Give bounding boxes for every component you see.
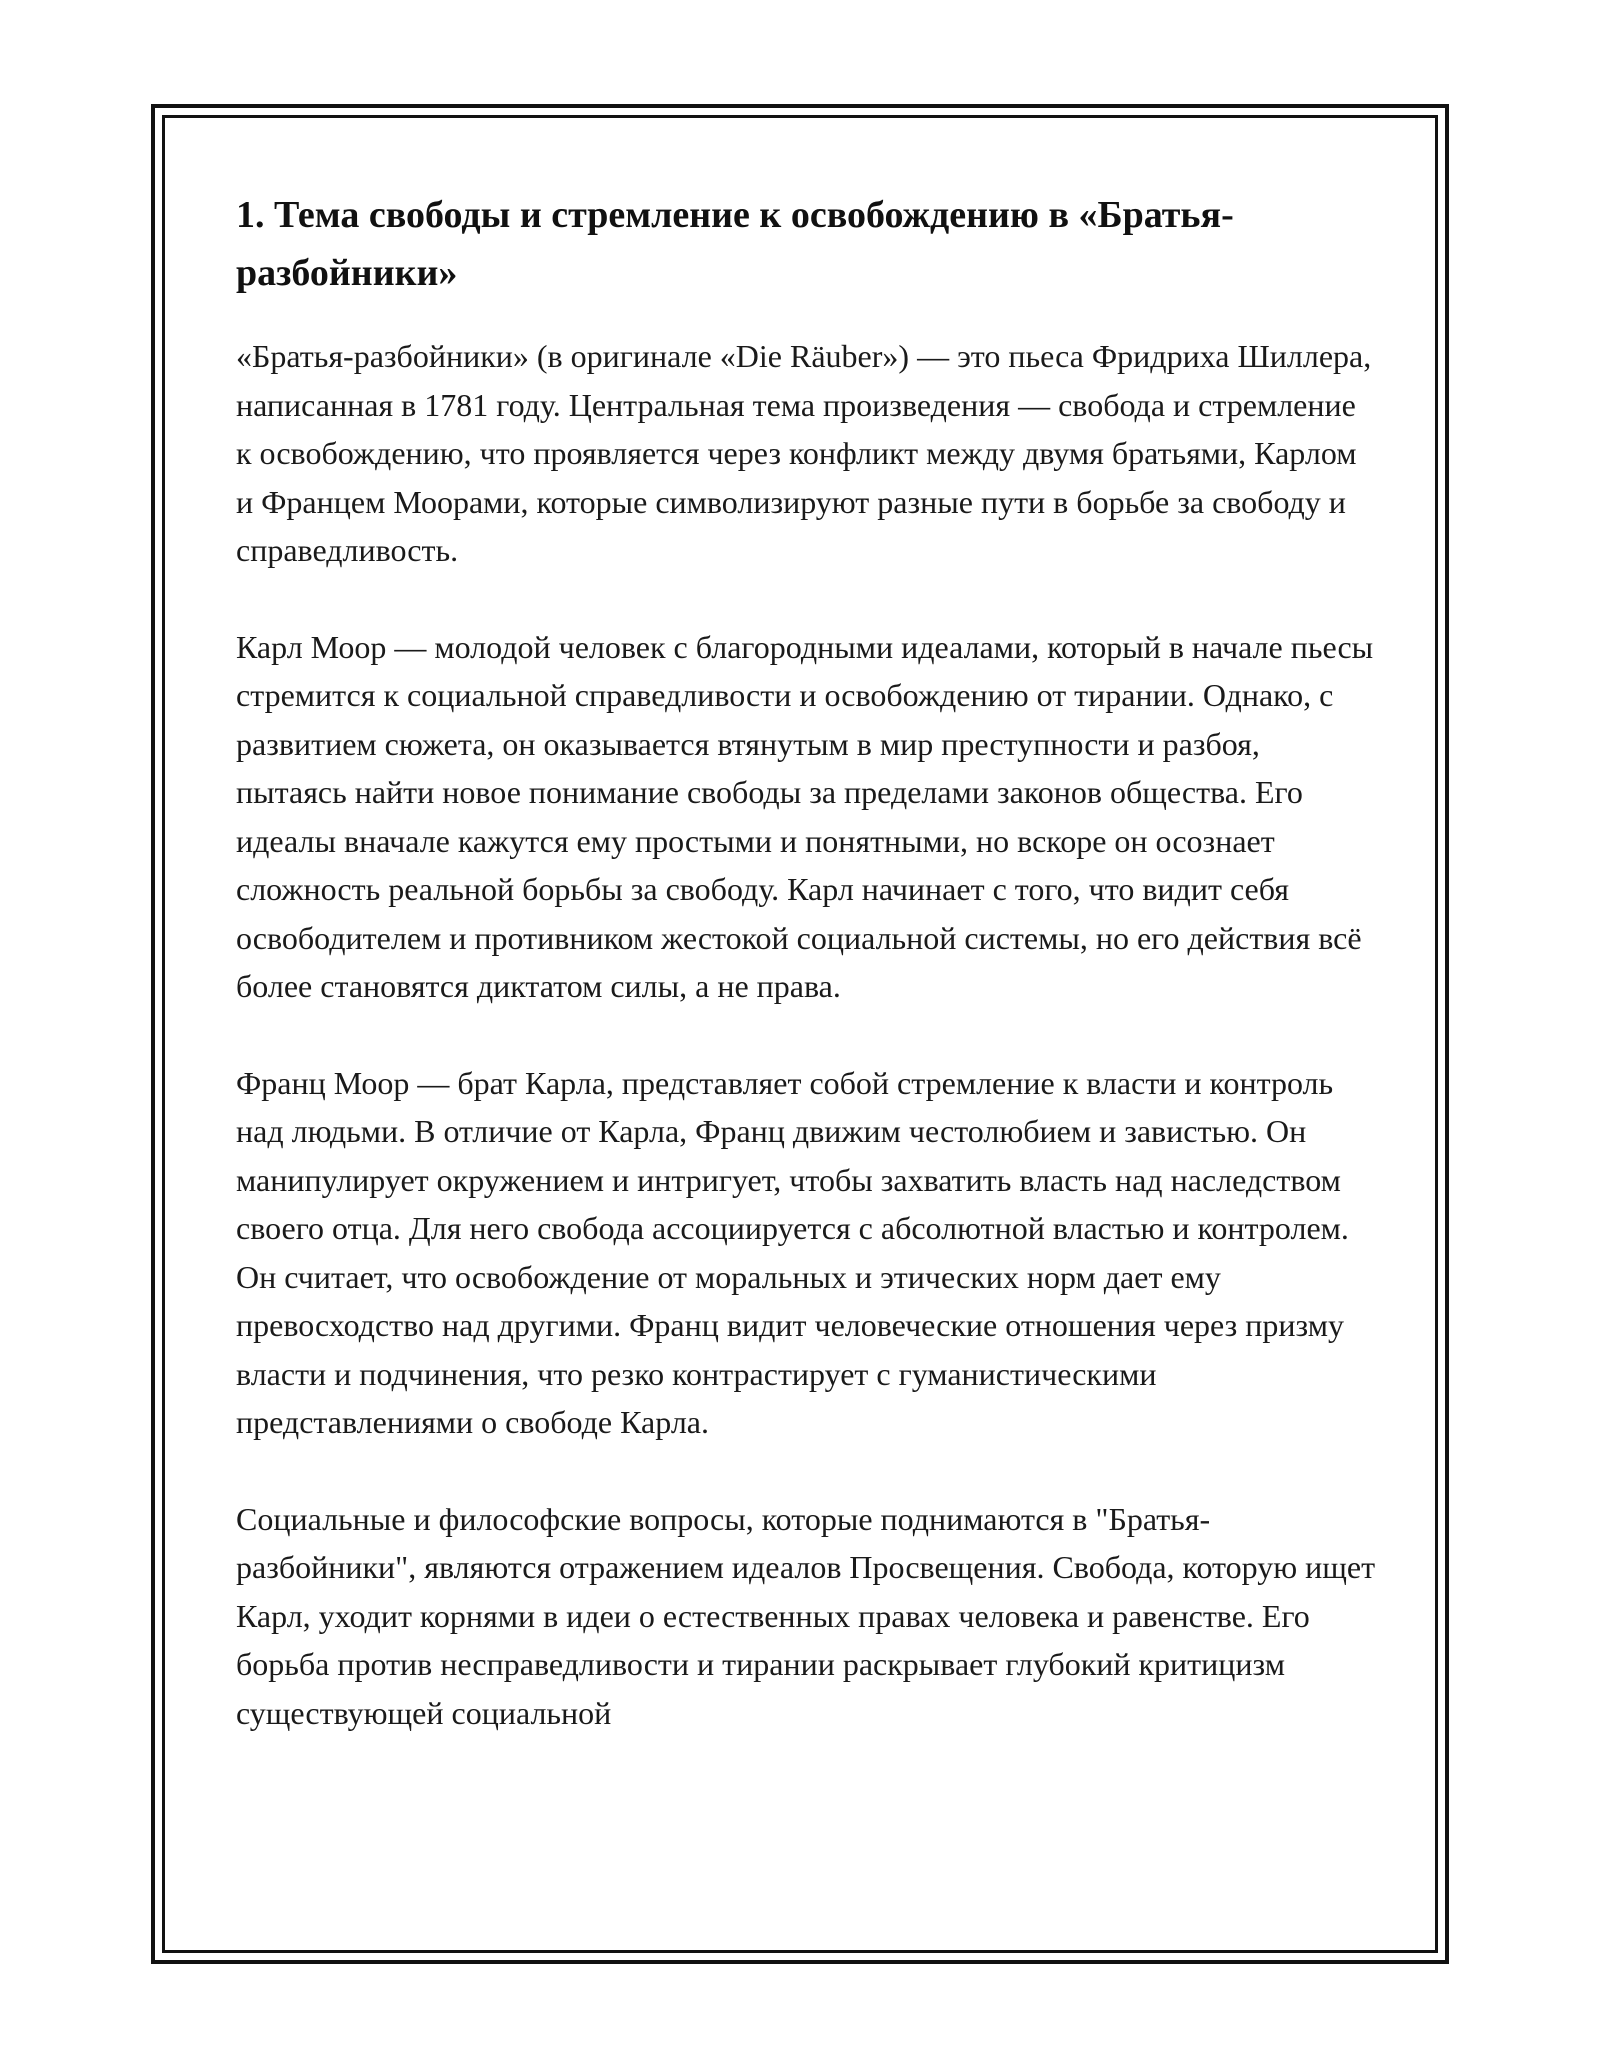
document-body bbox=[236, 186, 1376, 1737]
paragraph-intro: «Братья-разбойники» (в оригинале «Die Räuber») — это пьеса Фридриха Шиллера, написанная в 1781 году. Центральная тема произведения — свобода и стремление к освобождению, что проявляется через конфликт между двумя братьями, Карлом и Францем Моорами, которые символизируют разные пути в борьбе за свободу и справедливость. bbox=[236, 338, 1372, 568]
section-heading: 1. Тема свободы и стремление к освобождению в «Братья-разбойники» bbox=[236, 194, 1234, 294]
paragraph-franz: Франц Моор — брат Карла, представляет собой стремление к власти и контроль над людьми. В отличие от Карла, Франц движим честолюбием и завистью. Он манипулирует окружением и интригует, чтобы захватить власть над наследством своего отца. Для него свобода ассоциируется с абсолютной властью и контролем. Он считает, что освобождение от моральных и этических норм дает ему превосходство над другими. Франц видит человеческие отношения через призму власти и подчинения, что резко контрастирует с гуманистическими представлениями о свободе Карла. bbox=[236, 1064, 1349, 1440]
paragraph-karl: Карл Моор — молодой человек с благородными идеалами, который в начале пьесы стремится к социальной справедливости и освобождению от тирании. Однако, с развитием сюжета, он оказывается втянутым в мир преступности и разбоя, пытаясь найти новое понимание свободы за пределами законов общества. Его идеалы вначале кажутся ему простыми и понятными, но вскоре он осознает сложность реальной борьбы за свободу. Карл начинает с того, что видит себя освободителем и противником жестокой социальной системы, но его действия всё более становятся диктатом силы, а не права. bbox=[236, 628, 1374, 1004]
paragraph-social: Социальные и философские вопросы, которые поднимаются в "Братья-разбойники", являются отражением идеалов Просвещения. Свобода, которую ищет Карл, уходит корнями в идеи о естественных правах человека и равенстве. Его борьба против несправедливости и тирании раскрывает глубокий критицизм существующей социальной bbox=[236, 1500, 1376, 1731]
